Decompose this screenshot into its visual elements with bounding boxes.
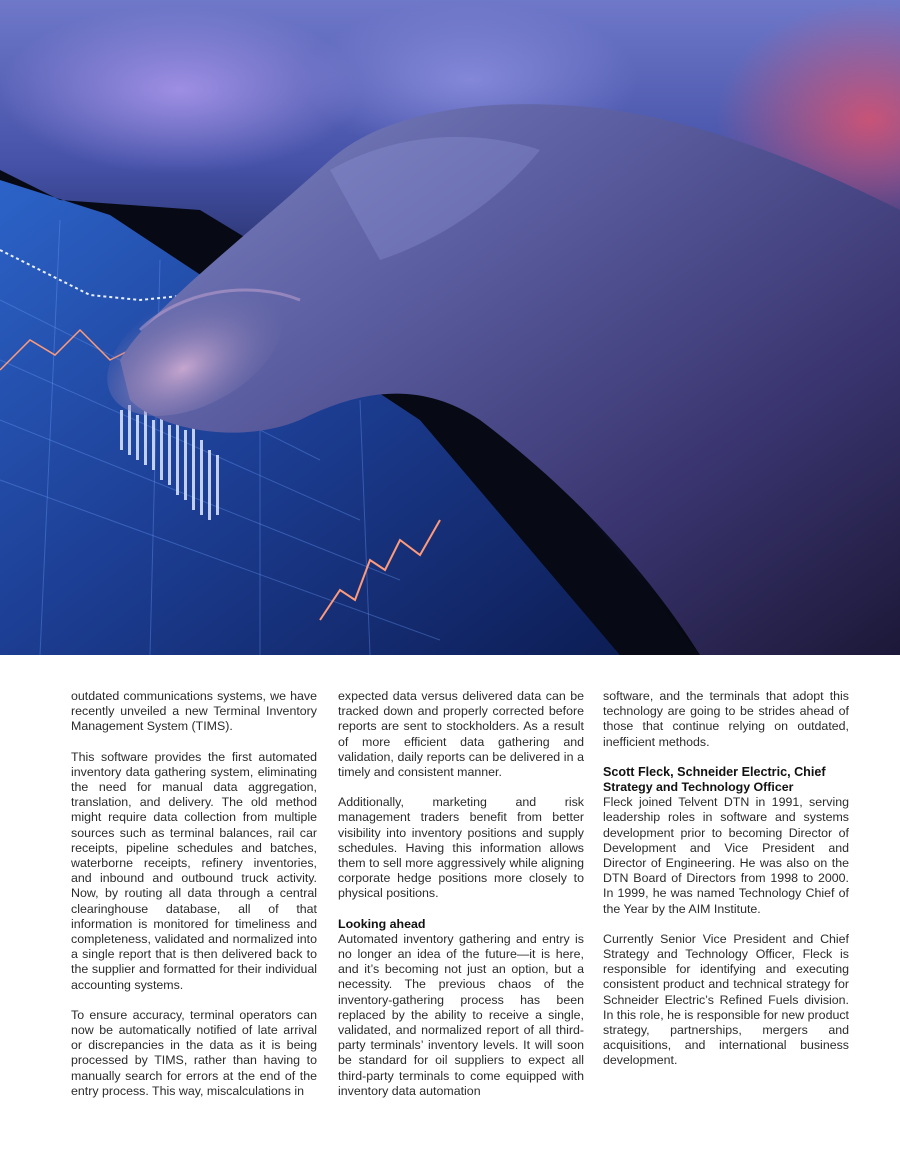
- article-column-3: [603, 689, 849, 1084]
- author-bio-title: Strategy and Technology Officer: [603, 780, 794, 795]
- section-heading: Looking ahead: [338, 916, 426, 931]
- article-column-2: [338, 689, 584, 1114]
- author-bio-paragraph: Fleck joined Telvent DTN in 1991, serving leadership roles in software and systems development prior to becoming Director of Development and Vice President and Director of Engineering. He was also on the DTN Board of Directors from 1998 to 2000. In 1999, he was named Technology Chief of the Year by the AIM Institute.: [603, 795, 849, 916]
- paragraph: software, and the terminals that adopt this technology are going to be strides ahead of those that continue relying on outdated, inefficient methods.: [603, 689, 849, 749]
- paragraph: outdated communications systems, we have recently unveiled a new Terminal Inventory Management System (TIMS).: [71, 689, 317, 734]
- paragraph: To ensure accuracy, terminal operators can now be automatically notified of late arrival or discrepancies in the data as it is being processed by TIMS, rather than having to manually search for errors at the end of the entry process. This way, miscalculations in: [71, 1007, 317, 1098]
- paragraph: Automated inventory gathering and entry is no longer an idea of the future—it is here, and it’s becoming not just an option, but a necessity. The previous chaos of the inventory-gathering process has been replaced by the ability to receive a single, validated, and normalized report of all third-party terminals’ inventory levels. It will soon be standard for oil suppliers to expect all third-party terminals to come equipped with inventory data automation: [338, 931, 584, 1098]
- paragraph: This software provides the first automated inventory data gathering system, eliminating the need for manual data aggregation, translation, and delivery. The old method might require data collection from multiple sources such as terminal balances, rail car receipts, pipeline schedules and batches, waterborne receipts, refinery inventories, and inbound and outbound truck activity. Now, by routing all data through a central clearinghouse database, all of that information is monitored for timeliness and completeness, validated and normalized into a single report that is then delivered back to the supplier and formatted for their individual accounting systems.: [71, 749, 317, 992]
- author-bio-paragraph: Currently Senior Vice President and Chief Strategy and Technology Officer, Fleck is responsible for identifying and executing consistent product and technical strategy for Schneider Electric’s Refined Fuels division. In this role, he is responsible for new product strategy, partnerships, mergers and acquisitions, and international business development.: [603, 931, 849, 1068]
- author-bio-name: Scott Fleck, Schneider Electric, Chief: [603, 764, 826, 779]
- paragraph: expected data versus delivered data can be tracked down and properly corrected before reports are sent to stockholders. As a result of more efficient data gathering and validation, daily reports can be delivered in a timely and consistent manner.: [338, 689, 584, 780]
- paragraph: Additionally, marketing and risk management traders benefit from better visibility into inventory positions and supply schedules. Having this information allows them to sell more aggressively while aligning corporate hedge positions more closely to physical positions.: [338, 795, 584, 901]
- article-column-1: [71, 689, 317, 1114]
